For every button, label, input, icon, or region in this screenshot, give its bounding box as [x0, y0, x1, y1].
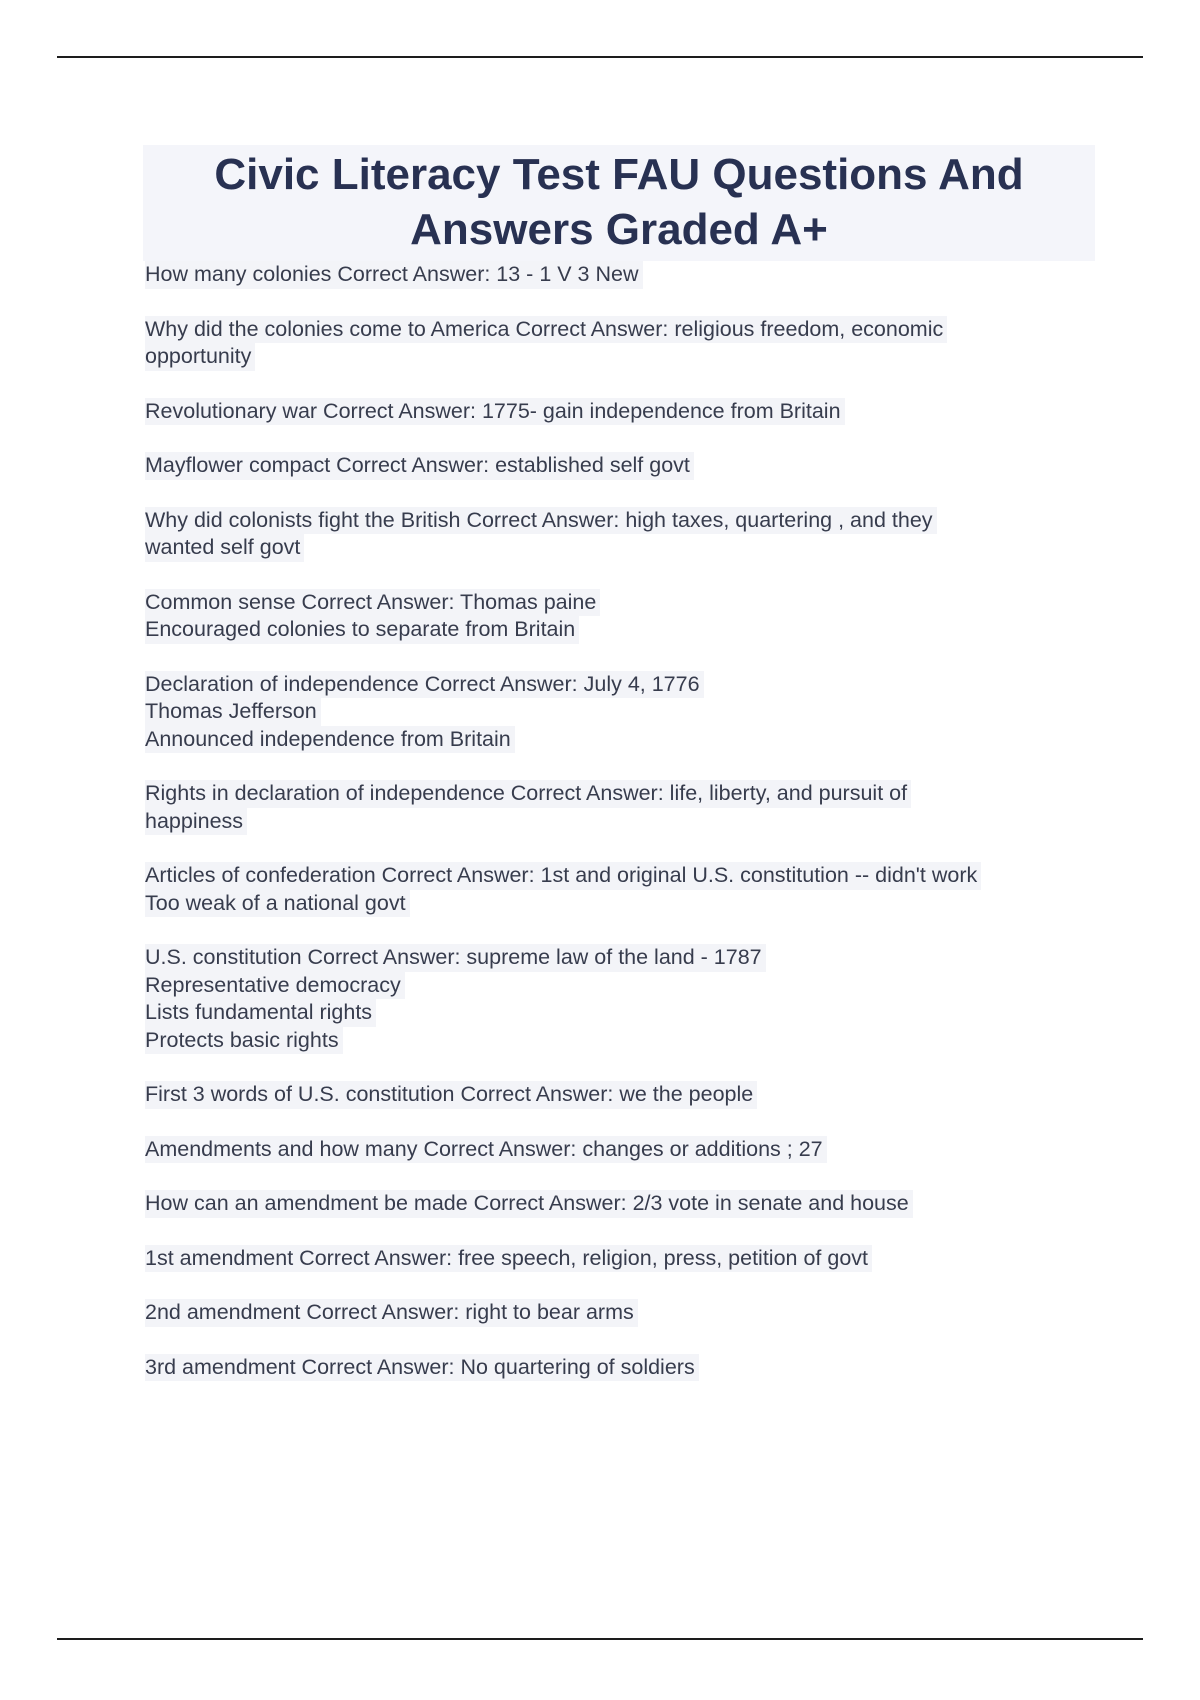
- qa-line-wrap: [145, 534, 1095, 562]
- qa-entry: [145, 1081, 1095, 1109]
- qa-line: happiness: [145, 808, 247, 836]
- qa-line: Revolutionary war Correct Answer: 1775- gain independence from Britain: [145, 398, 845, 426]
- qa-line-wrap: [145, 316, 1095, 344]
- top-rule: [57, 56, 1143, 58]
- bottom-rule: [57, 1638, 1143, 1640]
- qa-line: Rights in declaration of independence Correct Answer: life, liberty, and pursuit of: [145, 780, 911, 808]
- qa-line: Protects basic rights: [145, 1027, 343, 1055]
- document-body: [145, 145, 1095, 1408]
- qa-entry: [145, 589, 1095, 644]
- qa-line: 3rd amendment Correct Answer: No quartering of soldiers: [145, 1354, 699, 1382]
- qa-line: Encouraged colonies to separate from Britain: [145, 616, 579, 644]
- qa-line-wrap: [145, 808, 1095, 836]
- qa-entry: [145, 507, 1095, 562]
- qa-entry: [145, 862, 1095, 917]
- qa-line: Thomas Jefferson: [145, 698, 321, 726]
- qa-line-wrap: [145, 726, 1095, 754]
- qa-line-wrap: [145, 507, 1095, 535]
- qa-line: Common sense Correct Answer: Thomas paine: [145, 589, 600, 617]
- qa-line-wrap: [145, 1190, 1095, 1218]
- qa-line-wrap: [145, 862, 1095, 890]
- qa-entry: [145, 316, 1095, 371]
- qa-line: Why did the colonies come to America Correct Answer: religious freedom, economic: [145, 316, 947, 344]
- qa-line: 2nd amendment Correct Answer: right to bear arms: [145, 1299, 638, 1327]
- qa-line: Declaration of independence Correct Answer: July 4, 1776: [145, 671, 704, 699]
- qa-line-wrap: [145, 589, 1095, 617]
- qa-line: Articles of confederation Correct Answer: 1st and original U.S. constitution -- didn't work: [145, 862, 981, 890]
- qa-entry: [145, 452, 1095, 480]
- qa-entry: [145, 1299, 1095, 1327]
- qa-line: Representative democracy: [145, 972, 405, 1000]
- qa-line: Announced independence from Britain: [145, 726, 515, 754]
- title-line-2: Answers Graded A+: [410, 205, 828, 254]
- qa-list: [145, 261, 1095, 1381]
- qa-line-wrap: [145, 999, 1095, 1027]
- qa-entry: [145, 780, 1095, 835]
- qa-entry: [145, 1190, 1095, 1218]
- qa-line-wrap: [145, 398, 1095, 426]
- title-band: [143, 145, 1095, 261]
- qa-line-wrap: [145, 616, 1095, 644]
- document-title: [151, 147, 1087, 257]
- qa-line: First 3 words of U.S. constitution Correct Answer: we the people: [145, 1081, 757, 1109]
- qa-line-wrap: [145, 1354, 1095, 1382]
- qa-line-wrap: [145, 1299, 1095, 1327]
- qa-line-wrap: [145, 780, 1095, 808]
- qa-line-wrap: [145, 890, 1095, 918]
- qa-line: Too weak of a national govt: [145, 890, 410, 918]
- qa-line: How can an amendment be made Correct Answer: 2/3 vote in senate and house: [145, 1190, 913, 1218]
- qa-entry: [145, 671, 1095, 754]
- qa-line: wanted self govt: [145, 534, 304, 562]
- qa-entry: [145, 1354, 1095, 1382]
- title-line-1: Civic Literacy Test FAU Questions And: [214, 150, 1024, 199]
- qa-line-wrap: [145, 1027, 1095, 1055]
- qa-line-wrap: [145, 972, 1095, 1000]
- qa-entry: [145, 398, 1095, 426]
- qa-line: opportunity: [145, 343, 255, 371]
- qa-line-wrap: [145, 452, 1095, 480]
- qa-line: 1st amendment Correct Answer: free speech, religion, press, petition of govt: [145, 1245, 872, 1273]
- qa-line-wrap: [145, 698, 1095, 726]
- qa-entry: [145, 1245, 1095, 1273]
- qa-entry: [145, 944, 1095, 1054]
- qa-line: Why did colonists fight the British Correct Answer: high taxes, quartering , and they: [145, 507, 937, 535]
- qa-line-wrap: [145, 1136, 1095, 1164]
- qa-entry: [145, 1136, 1095, 1164]
- qa-entry: [145, 261, 1095, 289]
- qa-line: Amendments and how many Correct Answer: changes or additions ; 27: [145, 1136, 827, 1164]
- qa-line-wrap: [145, 1245, 1095, 1273]
- qa-line-wrap: [145, 671, 1095, 699]
- qa-line: Lists fundamental rights: [145, 999, 376, 1027]
- qa-line-wrap: [145, 261, 1095, 289]
- qa-line: U.S. constitution Correct Answer: supreme law of the land - 1787: [145, 944, 766, 972]
- qa-line-wrap: [145, 343, 1095, 371]
- qa-line-wrap: [145, 944, 1095, 972]
- qa-line-wrap: [145, 1081, 1095, 1109]
- qa-line: Mayflower compact Correct Answer: established self govt: [145, 452, 694, 480]
- qa-line: How many colonies Correct Answer: 13 - 1 V 3 New: [145, 261, 643, 289]
